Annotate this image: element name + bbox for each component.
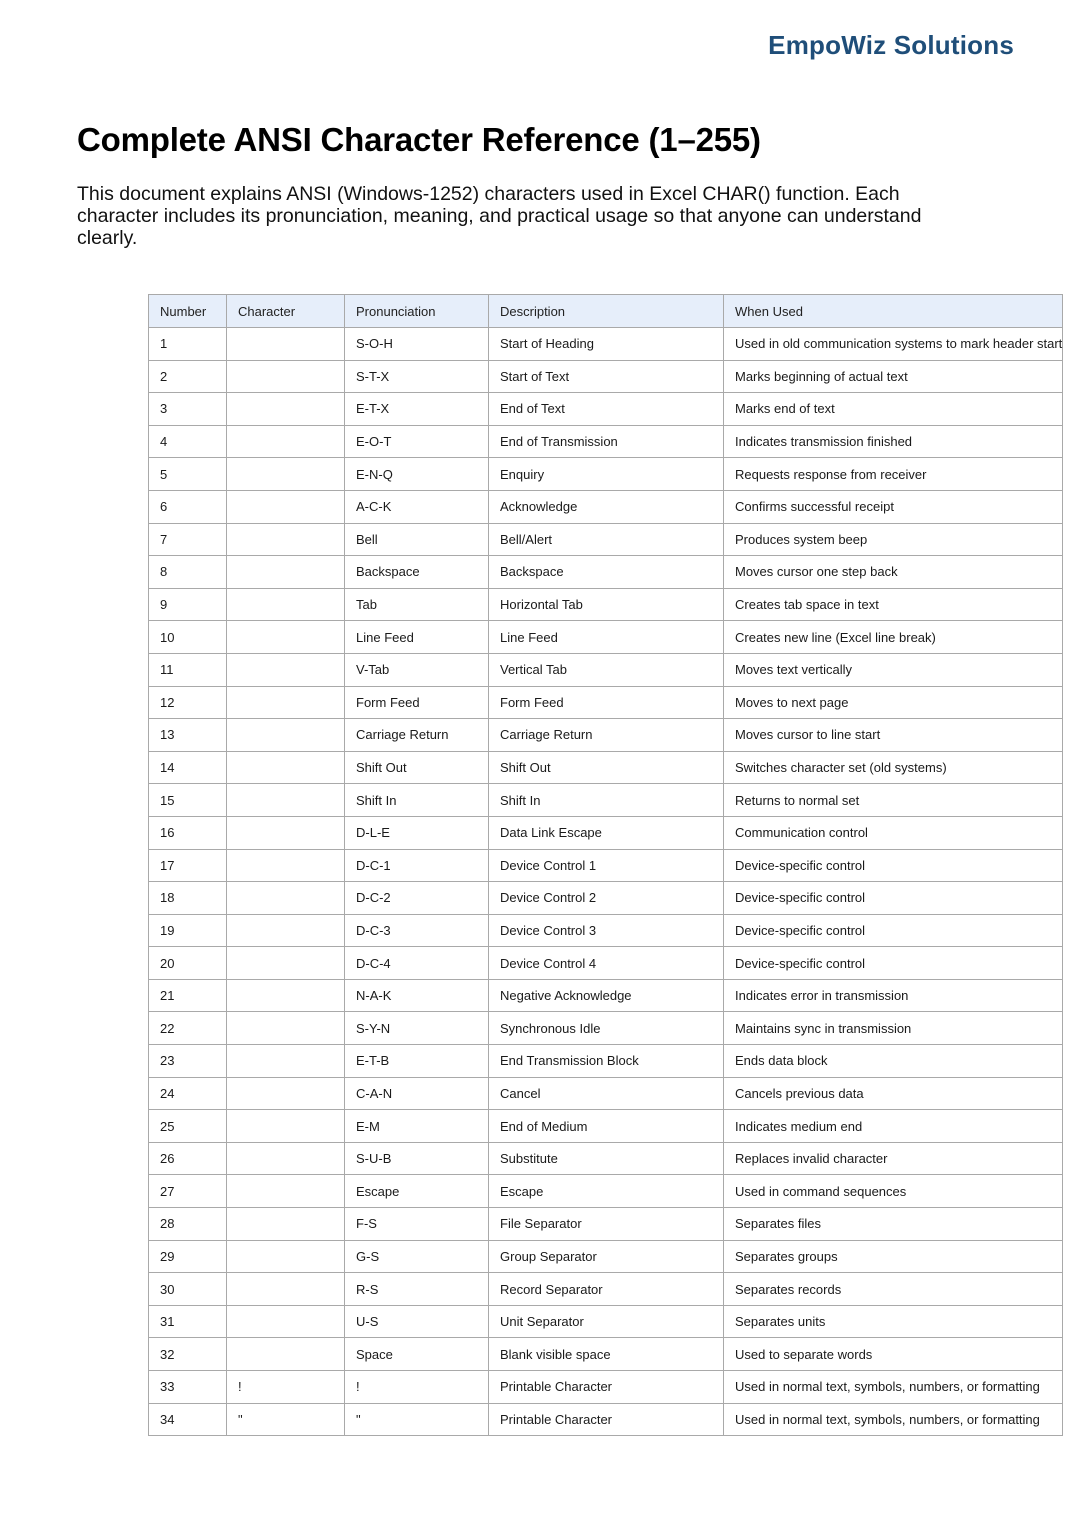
cell-when-used: Device-specific control <box>724 947 1063 980</box>
table-row <box>149 1305 1063 1338</box>
cell-when-used: Separates files <box>724 1208 1063 1241</box>
cell-number: 9 <box>149 588 227 621</box>
cell-character <box>227 849 345 882</box>
cell-description: End of Medium <box>489 1110 724 1143</box>
cell-pronunciation: Space <box>345 1338 489 1371</box>
cell-description: Start of Text <box>489 360 724 393</box>
cell-pronunciation: ! <box>345 1371 489 1404</box>
table-row <box>149 914 1063 947</box>
cell-pronunciation: E-N-Q <box>345 458 489 491</box>
table-row <box>149 686 1063 719</box>
cell-description: Synchronous Idle <box>489 1012 724 1045</box>
cell-number: 12 <box>149 686 227 719</box>
cell-number: 5 <box>149 458 227 491</box>
cell-when-used: Moves cursor to line start <box>724 719 1063 752</box>
cell-character <box>227 556 345 589</box>
cell-when-used: Returns to normal set <box>724 784 1063 817</box>
column-header-pronunciation: Pronunciation <box>345 295 489 328</box>
table-row <box>149 458 1063 491</box>
cell-character <box>227 621 345 654</box>
cell-pronunciation: Line Feed <box>345 621 489 654</box>
cell-number: 22 <box>149 1012 227 1045</box>
cell-pronunciation: E-M <box>345 1110 489 1143</box>
cell-number: 7 <box>149 523 227 556</box>
table-row <box>149 784 1063 817</box>
cell-character <box>227 882 345 915</box>
cell-description: End Transmission Block <box>489 1045 724 1078</box>
cell-number: 33 <box>149 1371 227 1404</box>
cell-description: Vertical Tab <box>489 653 724 686</box>
cell-when-used: Indicates medium end <box>724 1110 1063 1143</box>
table-row <box>149 849 1063 882</box>
cell-pronunciation: F-S <box>345 1208 489 1241</box>
cell-character <box>227 1240 345 1273</box>
cell-description: Cancel <box>489 1077 724 1110</box>
table-row <box>149 1371 1063 1404</box>
cell-number: 31 <box>149 1305 227 1338</box>
cell-number: 28 <box>149 1208 227 1241</box>
cell-number: 23 <box>149 1045 227 1078</box>
cell-description: Acknowledge <box>489 490 724 523</box>
cell-number: 19 <box>149 914 227 947</box>
cell-when-used: Indicates transmission finished <box>724 425 1063 458</box>
cell-description: Escape <box>489 1175 724 1208</box>
cell-number: 20 <box>149 947 227 980</box>
cell-number: 29 <box>149 1240 227 1273</box>
page-title: Complete ANSI Character Reference (1–255) <box>77 121 761 158</box>
cell-description: Device Control 4 <box>489 947 724 980</box>
cell-pronunciation: N-A-K <box>345 979 489 1012</box>
cell-when-used: Moves to next page <box>724 686 1063 719</box>
cell-description: Horizontal Tab <box>489 588 724 621</box>
cell-when-used: Device-specific control <box>724 914 1063 947</box>
table-row <box>149 719 1063 752</box>
cell-number: 24 <box>149 1077 227 1110</box>
cell-character <box>227 784 345 817</box>
cell-character <box>227 490 345 523</box>
cell-description: Line Feed <box>489 621 724 654</box>
cell-character <box>227 328 345 361</box>
cell-pronunciation: D-L-E <box>345 816 489 849</box>
cell-when-used: Replaces invalid character <box>724 1142 1063 1175</box>
cell-character <box>227 1208 345 1241</box>
cell-character <box>227 1142 345 1175</box>
header-row <box>149 295 1063 328</box>
cell-when-used: Marks end of text <box>724 393 1063 426</box>
cell-pronunciation: D-C-3 <box>345 914 489 947</box>
cell-description: Blank visible space <box>489 1338 724 1371</box>
table-row <box>149 1338 1063 1371</box>
cell-character <box>227 653 345 686</box>
cell-number: 11 <box>149 653 227 686</box>
cell-description: File Separator <box>489 1208 724 1241</box>
ansi-reference-table <box>148 294 1063 1436</box>
cell-pronunciation: S-O-H <box>345 328 489 361</box>
cell-description: Carriage Return <box>489 719 724 752</box>
cell-pronunciation: Form Feed <box>345 686 489 719</box>
cell-character <box>227 1045 345 1078</box>
cell-pronunciation: Shift In <box>345 784 489 817</box>
cell-character <box>227 816 345 849</box>
table-row <box>149 360 1063 393</box>
cell-description: End of Transmission <box>489 425 724 458</box>
table-row <box>149 1273 1063 1306</box>
cell-pronunciation: " <box>345 1403 489 1436</box>
cell-when-used: Separates units <box>724 1305 1063 1338</box>
cell-when-used: Produces system beep <box>724 523 1063 556</box>
cell-character <box>227 425 345 458</box>
cell-pronunciation: D-C-1 <box>345 849 489 882</box>
cell-character <box>227 719 345 752</box>
table-row <box>149 1142 1063 1175</box>
table-row <box>149 1175 1063 1208</box>
cell-pronunciation: G-S <box>345 1240 489 1273</box>
cell-pronunciation: C-A-N <box>345 1077 489 1110</box>
cell-character: " <box>227 1403 345 1436</box>
cell-number: 21 <box>149 979 227 1012</box>
cell-when-used: Requests response from receiver <box>724 458 1063 491</box>
cell-number: 15 <box>149 784 227 817</box>
cell-pronunciation: V-Tab <box>345 653 489 686</box>
cell-number: 2 <box>149 360 227 393</box>
table-row <box>149 979 1063 1012</box>
table-row <box>149 751 1063 784</box>
cell-description: Start of Heading <box>489 328 724 361</box>
cell-pronunciation: E-O-T <box>345 425 489 458</box>
table-row <box>149 653 1063 686</box>
column-header-description: Description <box>489 295 724 328</box>
table-row <box>149 1403 1063 1436</box>
cell-pronunciation: D-C-4 <box>345 947 489 980</box>
table-row <box>149 882 1063 915</box>
cell-pronunciation: D-C-2 <box>345 882 489 915</box>
table-row <box>149 425 1063 458</box>
column-header-character: Character <box>227 295 345 328</box>
table-row <box>149 523 1063 556</box>
table-row <box>149 1110 1063 1143</box>
intro-paragraph: This document explains ANSI (Windows-1252) characters used in Excel CHAR() function. Each character includes its pronunciation, meaning, and practical usage so that anyone can understand clearly. <box>77 183 922 249</box>
cell-when-used: Confirms successful receipt <box>724 490 1063 523</box>
cell-description: Device Control 3 <box>489 914 724 947</box>
cell-character <box>227 1110 345 1143</box>
cell-character <box>227 947 345 980</box>
cell-when-used: Used to separate words <box>724 1338 1063 1371</box>
cell-number: 8 <box>149 556 227 589</box>
cell-character <box>227 588 345 621</box>
cell-pronunciation: S-T-X <box>345 360 489 393</box>
cell-pronunciation: U-S <box>345 1305 489 1338</box>
cell-pronunciation: Bell <box>345 523 489 556</box>
table-row <box>149 816 1063 849</box>
table-row <box>149 588 1063 621</box>
cell-when-used: Device-specific control <box>724 849 1063 882</box>
table-row <box>149 621 1063 654</box>
cell-when-used: Moves cursor one step back <box>724 556 1063 589</box>
cell-pronunciation: Shift Out <box>345 751 489 784</box>
cell-character <box>227 1077 345 1110</box>
table-row <box>149 1240 1063 1273</box>
cell-pronunciation: S-U-B <box>345 1142 489 1175</box>
cell-description: Group Separator <box>489 1240 724 1273</box>
cell-number: 14 <box>149 751 227 784</box>
cell-number: 4 <box>149 425 227 458</box>
table-row <box>149 947 1063 980</box>
cell-character <box>227 1012 345 1045</box>
cell-pronunciation: R-S <box>345 1273 489 1306</box>
cell-pronunciation: Escape <box>345 1175 489 1208</box>
cell-number: 18 <box>149 882 227 915</box>
cell-description: Data Link Escape <box>489 816 724 849</box>
cell-number: 1 <box>149 328 227 361</box>
cell-number: 17 <box>149 849 227 882</box>
company-brand: EmpoWiz Solutions <box>768 30 1014 60</box>
cell-pronunciation: E-T-B <box>345 1045 489 1078</box>
cell-pronunciation: E-T-X <box>345 393 489 426</box>
cell-character <box>227 393 345 426</box>
table-row <box>149 556 1063 589</box>
cell-number: 25 <box>149 1110 227 1143</box>
cell-number: 10 <box>149 621 227 654</box>
cell-pronunciation: A-C-K <box>345 490 489 523</box>
cell-when-used: Cancels previous data <box>724 1077 1063 1110</box>
cell-pronunciation: S-Y-N <box>345 1012 489 1045</box>
cell-character <box>227 360 345 393</box>
cell-character <box>227 1305 345 1338</box>
table-row <box>149 1045 1063 1078</box>
cell-character <box>227 686 345 719</box>
column-header-number: Number <box>149 295 227 328</box>
cell-number: 30 <box>149 1273 227 1306</box>
cell-character <box>227 1175 345 1208</box>
cell-number: 26 <box>149 1142 227 1175</box>
table-row <box>149 1208 1063 1241</box>
cell-description: Backspace <box>489 556 724 589</box>
cell-number: 13 <box>149 719 227 752</box>
cell-description: Shift Out <box>489 751 724 784</box>
cell-when-used: Separates groups <box>724 1240 1063 1273</box>
cell-pronunciation: Carriage Return <box>345 719 489 752</box>
cell-when-used: Indicates error in transmission <box>724 979 1063 1012</box>
cell-description: Enquiry <box>489 458 724 491</box>
cell-when-used: Maintains sync in transmission <box>724 1012 1063 1045</box>
cell-character: ! <box>227 1371 345 1404</box>
cell-number: 16 <box>149 816 227 849</box>
cell-description: Shift In <box>489 784 724 817</box>
cell-when-used: Used in command sequences <box>724 1175 1063 1208</box>
cell-description: Record Separator <box>489 1273 724 1306</box>
cell-description: Printable Character <box>489 1371 724 1404</box>
cell-pronunciation: Backspace <box>345 556 489 589</box>
table-row <box>149 393 1063 426</box>
cell-description: End of Text <box>489 393 724 426</box>
cell-number: 3 <box>149 393 227 426</box>
table-row <box>149 328 1063 361</box>
cell-number: 27 <box>149 1175 227 1208</box>
cell-when-used: Used in old communication systems to mark header start <box>724 328 1063 361</box>
cell-character <box>227 458 345 491</box>
cell-when-used: Moves text vertically <box>724 653 1063 686</box>
cell-description: Device Control 1 <box>489 849 724 882</box>
cell-when-used: Used in normal text, symbols, numbers, or formatting <box>724 1403 1063 1436</box>
cell-character <box>227 1338 345 1371</box>
cell-when-used: Separates records <box>724 1273 1063 1306</box>
table-header <box>149 295 1063 328</box>
cell-description: Form Feed <box>489 686 724 719</box>
cell-number: 6 <box>149 490 227 523</box>
cell-description: Bell/Alert <box>489 523 724 556</box>
cell-when-used: Used in normal text, symbols, numbers, or formatting <box>724 1371 1063 1404</box>
cell-description: Substitute <box>489 1142 724 1175</box>
cell-description: Device Control 2 <box>489 882 724 915</box>
cell-when-used: Marks beginning of actual text <box>724 360 1063 393</box>
cell-when-used: Creates new line (Excel line break) <box>724 621 1063 654</box>
cell-description: Printable Character <box>489 1403 724 1436</box>
cell-when-used: Switches character set (old systems) <box>724 751 1063 784</box>
cell-character <box>227 523 345 556</box>
table-body <box>149 328 1063 1436</box>
cell-when-used: Device-specific control <box>724 882 1063 915</box>
cell-description: Negative Acknowledge <box>489 979 724 1012</box>
cell-number: 34 <box>149 1403 227 1436</box>
cell-when-used: Creates tab space in text <box>724 588 1063 621</box>
cell-pronunciation: Tab <box>345 588 489 621</box>
table-row <box>149 1077 1063 1110</box>
cell-when-used: Communication control <box>724 816 1063 849</box>
cell-character <box>227 1273 345 1306</box>
table-row <box>149 1012 1063 1045</box>
cell-character <box>227 979 345 1012</box>
cell-character <box>227 751 345 784</box>
cell-when-used: Ends data block <box>724 1045 1063 1078</box>
cell-character <box>227 914 345 947</box>
cell-description: Unit Separator <box>489 1305 724 1338</box>
table-row <box>149 490 1063 523</box>
column-header-when-used: When Used <box>724 295 1063 328</box>
cell-number: 32 <box>149 1338 227 1371</box>
